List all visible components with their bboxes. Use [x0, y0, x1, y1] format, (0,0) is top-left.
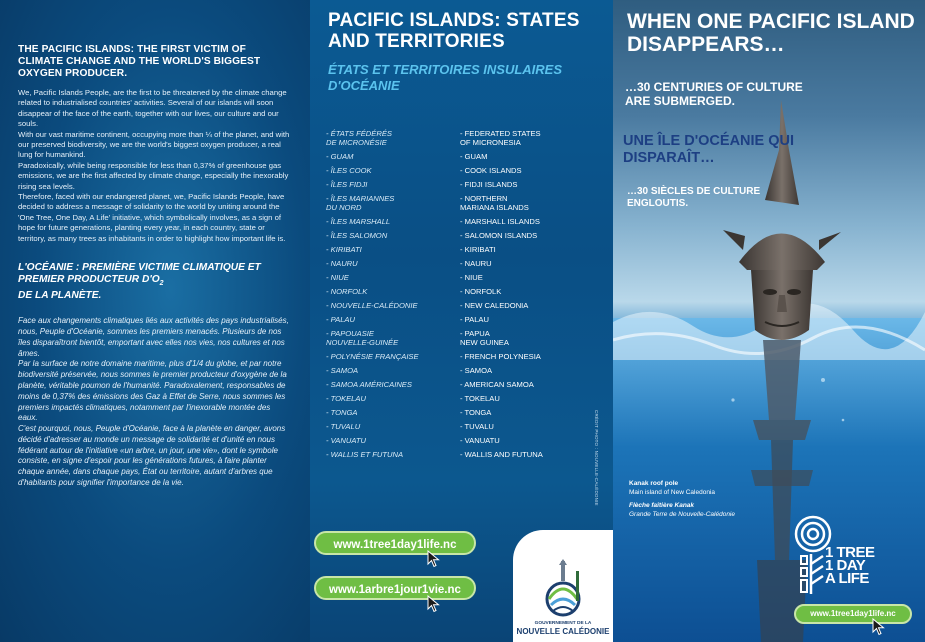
cursor-icon: [427, 595, 441, 613]
french-heading: [18, 262, 292, 302]
territory-english-item: - VANUATU: [460, 436, 500, 445]
territory-english-item: - TUVALU: [460, 422, 494, 431]
territory-french-item: - SAMOA AMÉRICAINES: [326, 380, 412, 389]
territory-english-item: - FRENCH POLYNESIA: [460, 352, 541, 361]
cover-subtitle: …30 CENTURIES OF CULTURE ARE SUBMERGED.: [625, 80, 803, 108]
territory-english-item: - SAMOA: [460, 366, 493, 375]
territory-english-item: - TONGA: [460, 408, 492, 417]
territory-french-item: - TOKELAU: [326, 394, 366, 403]
one-tree-one-day-logo: [793, 514, 903, 602]
territory-english-item: - NEW CALEDONIA: [460, 301, 529, 310]
cover-title: WHEN ONE PACIFIC ISLAND DISAPPEARS…: [627, 10, 915, 56]
brand-line-1: 1 TREE: [825, 544, 875, 561]
territory-english-item: - PALAU: [460, 315, 489, 324]
territory-english-item: - COOK ISLANDS: [460, 166, 522, 175]
territory-english-item: - NORFOLK: [460, 287, 502, 296]
english-french-text-panel: [0, 0, 310, 642]
territory-french-item: - NOUVELLE-CALÉDONIE: [326, 301, 418, 310]
territory-french-item: - TONGA: [326, 408, 358, 417]
territory-french-item: - KIRIBATI: [326, 245, 362, 254]
territory-french-item: - VANUATU: [326, 436, 366, 445]
territory-english-item: - FIDJI ISLANDS: [460, 180, 518, 189]
french-heading-main: L'OCÉANIE : PREMIÈRE VICTIME CLIMATIQUE ET PREMIER PRODUCTEUR D'O: [18, 262, 261, 286]
territory-english-item: - PAPUA NEW GUINEA: [460, 329, 509, 347]
brand-line-3: A LIFE: [825, 570, 869, 587]
government-emblem-icon: [539, 559, 587, 621]
caption-french-title: Flèche faîtière Kanak: [629, 502, 695, 509]
photo-credit: CRÉDIT PHOTO : NOUVELLE-CALÉDONIE: [594, 410, 599, 506]
territory-english-item: - MARSHALL ISLANDS: [460, 217, 540, 226]
territory-french-item: - ÎLES COOK: [326, 166, 372, 175]
territory-english-item: - NIUE: [460, 273, 483, 282]
caption-english-text: Main island of New Caledonia: [629, 489, 715, 496]
territory-french-item: - WALLIS ET FUTUNA: [326, 450, 404, 459]
government-logo: [513, 530, 613, 642]
territory-french-item: - PAPOUASIE NOUVELLE-GUINÉE: [326, 329, 399, 347]
territory-english-item: - KIRIBATI: [460, 245, 496, 254]
territory-french-item: - ÎLES MARSHALL: [326, 217, 391, 226]
cover-panel: [613, 0, 925, 642]
territory-french-item: - ÉTATS FÉDÉRÉS DE MICRONÉSIE: [326, 129, 392, 147]
territory-english-item: - GUAM: [460, 152, 488, 161]
cursor-icon: [872, 618, 886, 636]
brand-line-2: 1 DAY: [825, 557, 866, 574]
territory-english-item: - SALOMON ISLANDS: [460, 231, 538, 240]
english-paragraph-4: Therefore, faced with our endangered planet, we, Pacific Islands People, have decided to address a message of solidarity to the world by uniting around the 'One Tree, One Day, A Life' initiative, which symbolically involves, as a sign of hope for future generations, planting every year, in each country, state or territory, as many trees as inhabitants in order to highlight how important life is.: [18, 192, 286, 243]
territories-panel: [310, 0, 613, 642]
territory-french-item: - NORFOLK: [326, 287, 368, 296]
cursor-icon: [427, 550, 441, 568]
caption-french-text: Grande Terre de Nouvelle-Calédonie: [629, 511, 735, 518]
english-website-link[interactable]: www.1tree1day1life.nc: [314, 531, 476, 555]
territory-french-item: - NIUE: [326, 273, 349, 282]
territory-french-item: - PALAU: [326, 315, 355, 324]
territories-list-english: [460, 129, 600, 464]
territory-french-item: - ÎLES MARIANNES DU NORD: [326, 194, 395, 212]
territories-subtitle: ÉTATS ET TERRITOIRES INSULAIRES D'OCÉANIE: [328, 62, 563, 93]
english-body: [18, 88, 292, 244]
caption-english-title: Kanak roof pole: [629, 480, 679, 487]
territory-english-item: - WALLIS AND FUTUNA: [460, 450, 543, 459]
territory-french-item: - TUVALU: [326, 422, 361, 431]
territory-french-item: - POLYNÉSIE FRANÇAISE: [326, 352, 419, 361]
french-body: [18, 316, 292, 489]
cover-french-subtitle: …30 SIÈCLES DE CULTURE ENGLOUTIS.: [627, 186, 761, 209]
territory-english-item: - NAURU: [460, 259, 492, 268]
photo-caption: [629, 479, 849, 519]
english-paragraph-1: We, Pacific Islands People, are the first to be threatened by the climate change related to industrialised countries' activities. Several of our islands will soon disappear of the face of the earth, together with our lives, our culture and our souls.: [18, 88, 287, 129]
brand-wordmark: [825, 546, 875, 585]
cover-website-link[interactable]: www.1tree1day1life.nc: [794, 604, 912, 624]
territory-french-item: - GUAM: [326, 152, 354, 161]
english-heading: THE PACIFIC ISLANDS: THE FIRST VICTIM OF CLIMATE CHANGE AND THE WORLD'S BIGGEST OXYGEN PRODUCER.: [18, 44, 261, 79]
french-heading-subscript: 2: [159, 280, 164, 288]
territories-list-french: [326, 129, 456, 464]
territory-french-item: - SAMOA: [326, 366, 359, 375]
government-label: GOUVERNEMENT DE LA: [534, 621, 592, 626]
french-heading-end: DE LA PLANÈTE.: [18, 290, 102, 302]
french-paragraph-1: Face aux changements climatiques liés aux activités des pays industrialisés, nous, Peuple d'Océanie, sommes les premiers menacés. Plusieurs de nos îles disparaîtront bientôt, emportant avec elles nos vies, nos cultures et nos âmes.: [18, 316, 289, 358]
french-paragraph-3: C'est pourquoi, nous, Peuple d'Océanie, face à la planète en danger, avons décidé d'adresser au monde un message de solidarité et d'unité en nous fédérant autour de l'initiative «un arbre, un jour, une vie», dont le symbole consiste, en signe d'espoir pour les générations futures, à faire planter chaque année, dans chaque pays, État ou territoire, autant d'arbres que d'habitants pour signifier l'importance de la vie.: [18, 424, 286, 488]
government-name: NOUVELLE CALÉDONIE: [516, 627, 610, 636]
english-paragraph-3: Paradoxically, while being responsible for less than 0,37% of greenhouse gas emissions, we are the first affected by climate change, especially the inexorably rising sea levels.: [18, 160, 289, 191]
territory-english-item: - TOKELAU: [460, 394, 500, 403]
territory-french-item: - ÎLES SALOMON: [326, 231, 388, 240]
territory-english-item: - AMERICAN SAMOA: [460, 380, 534, 389]
territories-title: PACIFIC ISLANDS: STATES AND TERRITORIES: [328, 10, 580, 52]
french-website-link[interactable]: www.1arbre1jour1vie.nc: [314, 576, 476, 600]
territory-english-item: - FEDERATED STATES OF MICRONESIA: [460, 129, 541, 147]
territory-english-item: - NORTHERN MARIANA ISLANDS: [460, 194, 529, 212]
territory-french-item: - NAURU: [326, 259, 358, 268]
cover-french-title: UNE ÎLE D'OCÉANIE QUI DISPARAÎT…: [623, 133, 795, 166]
territory-french-item: - ÎLES FIDJI: [326, 180, 368, 189]
english-paragraph-2: With our vast maritime continent, occupying more than ¼ of the planet, and with our preserved biodiversity, we are the world's biggest oxygen producer, a real lung for humankind.: [18, 129, 290, 160]
french-paragraph-2: Par la surface de notre domaine maritime, plus d'1/4 du globe, et par notre biodiversité préservée, nous sommes le premier producteur d'oxygène de la planète, véritable poumon de l'humanité. Paradoxalement, responsables de moins de 0,37% des émissions des Gaz à Effet de Serre, nous sommes les premiers impactés climatiques, notamment par l'inexorable montée des eaux.: [18, 359, 287, 423]
